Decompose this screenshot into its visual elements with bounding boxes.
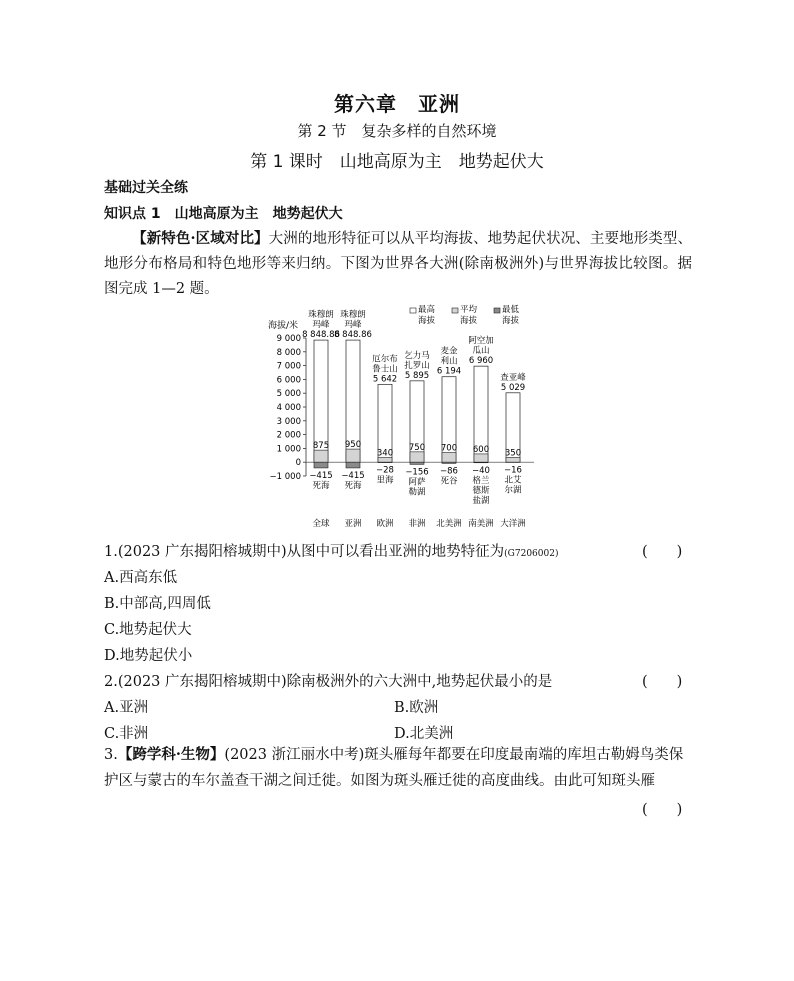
- avg-value-label: 875: [312, 441, 330, 452]
- intro-text: 大洲的地形特征可以从平均海拔、地势起伏状况、主要地形类型、地形分布格局和特色地形等来归纳。下图为世界各大洲(除南极洲外)与世界海拔比较图。据图完成 1—2 题。: [104, 231, 692, 297]
- q1-option-c[interactable]: C.地势起伏大: [104, 622, 192, 638]
- q1-option-a[interactable]: A.西高东低: [104, 570, 178, 586]
- intro-tag: 【新特色·区域对比】: [132, 230, 269, 247]
- legend-label: 最低: [502, 305, 520, 315]
- low-name-label: 死海: [344, 480, 362, 491]
- bar-low-1: [346, 462, 360, 468]
- high-value-label: 8 848.86: [334, 330, 372, 341]
- question-3-text: (2023 浙江丽水中考)斑头雁每年都要在印度最南端的库坦古勒姆鸟类保护区与蒙古的车尔盖查干湖之间迁徙。如图为斑头雁迁徙的高度曲线。由此可知斑头雁: [104, 747, 684, 789]
- bar-low-3: [410, 462, 424, 464]
- low-name-label: 死海: [312, 480, 330, 491]
- low-value-label: −415: [341, 470, 365, 481]
- low-name-label: 格兰: [472, 475, 490, 486]
- high-name-label: 乞力马: [404, 350, 430, 361]
- avg-value-label: 350: [504, 448, 522, 459]
- category-label: 亚洲: [344, 519, 362, 529]
- q2-option-d[interactable]: D.北美洲: [394, 726, 454, 742]
- category-label: 非洲: [408, 519, 426, 529]
- high-value-label: 6 194: [436, 366, 462, 377]
- y-tick-label: 3 000: [276, 416, 301, 427]
- bar-avg-0: [314, 450, 328, 462]
- question-3-number: 3.: [104, 747, 118, 763]
- y-axis: [270, 334, 534, 482]
- avg-value-label: 750: [408, 442, 426, 453]
- section-title: 第 2 节 复杂多样的自然环境: [297, 122, 497, 140]
- low-name-label: 尔湖: [504, 485, 522, 496]
- bar-low-0: [314, 462, 328, 468]
- y-tick-label: 6 000: [276, 375, 301, 386]
- category-label: 大洋洲: [500, 519, 526, 529]
- high-value-label: 6 960: [468, 356, 494, 367]
- question-3-answer-blank: ( ): [642, 802, 683, 818]
- low-name-label: 德斯: [472, 485, 490, 496]
- avg-value-label: 700: [440, 443, 458, 454]
- high-name-label: 鲁士山: [372, 364, 398, 375]
- high-name-label: 查亚峰: [500, 372, 526, 383]
- category-label: 南美洲: [468, 519, 494, 529]
- q1-option-b[interactable]: B.中部高,四周低: [104, 596, 211, 612]
- question-1-stem: [104, 540, 558, 561]
- category-label: 欧洲: [376, 519, 394, 529]
- question-1-answer-blank: ( ): [642, 544, 683, 560]
- legend-swatch: [452, 308, 458, 313]
- y-axis-label: 海拔/米: [268, 321, 299, 331]
- low-name-label: 死谷: [440, 476, 458, 487]
- low-name-label: 阿萨: [408, 477, 426, 488]
- high-name-label: 麦金: [440, 346, 458, 357]
- question-2-stem: 2.(2023 广东揭阳榕城期中)除南极洲外的六大洲中,地势起伏最小的是: [104, 674, 553, 690]
- high-name-label: 瓜山: [472, 346, 490, 357]
- low-value-label: −40: [472, 465, 490, 476]
- low-name-label: 北艾: [504, 475, 522, 486]
- legend-label: 海拔: [502, 316, 520, 326]
- question-2-answer-blank: ( ): [642, 674, 683, 690]
- high-name-label: 阿空加: [468, 336, 494, 347]
- bar-avg-3: [410, 452, 424, 462]
- low-name-label: 里海: [376, 475, 394, 486]
- bar-avg-4: [442, 453, 456, 463]
- high-name-label: 玛峰: [312, 320, 330, 331]
- chapter-title: 第六章 亚洲: [334, 92, 460, 116]
- question-3-tag: 【跨学科·生物】: [117, 746, 225, 763]
- legend-label: 海拔: [418, 316, 436, 326]
- question-3-stem: [104, 742, 688, 794]
- elevation-chart: [262, 296, 542, 536]
- high-name-label: 珠穆朗: [340, 310, 366, 321]
- y-tick-label: 5 000: [276, 389, 301, 400]
- bar-low-5: [474, 462, 488, 463]
- intro-paragraph: [104, 226, 692, 302]
- bar-avg-5: [474, 454, 488, 462]
- high-value-label: 5 895: [404, 370, 430, 381]
- knowledge-point-heading: 知识点 1 山地高原为主 地势起伏大: [104, 206, 343, 222]
- bar-low-4: [442, 462, 456, 463]
- y-tick-label: 8 000: [276, 347, 301, 358]
- avg-value-label: 950: [344, 440, 362, 451]
- y-tick-label: 4 000: [276, 403, 301, 413]
- low-value-label: −86: [440, 466, 458, 477]
- legend-swatch: [410, 308, 416, 313]
- low-name-label: 勒湖: [408, 487, 426, 498]
- y-tick-label: 1 000: [276, 444, 301, 455]
- y-tick-label: 2 000: [276, 430, 301, 441]
- low-value-label: −156: [405, 467, 429, 478]
- high-name-label: 扎罗山: [404, 360, 430, 371]
- y-tick-label: 0: [295, 458, 301, 469]
- high-value-label: 5 642: [372, 374, 398, 385]
- high-name-label: 利山: [440, 356, 458, 367]
- high-name-label: 珠穆朗: [308, 310, 334, 321]
- lesson-title: 第 1 课时 山地高原为主 地势起伏大: [250, 152, 544, 172]
- high-name-label: 厄尔布: [372, 354, 398, 365]
- legend: [410, 304, 520, 326]
- y-tick-label: 7 000: [276, 361, 301, 372]
- legend-label: 海拔: [460, 316, 478, 326]
- legend-swatch: [494, 308, 500, 313]
- y-tick-label: 9 000: [276, 334, 301, 344]
- q2-option-b[interactable]: B.欧洲: [394, 700, 439, 716]
- low-name-label: 盐湖: [472, 495, 490, 506]
- question-1-code: (G7206002): [504, 549, 559, 559]
- low-value-label: −16: [504, 465, 522, 476]
- q2-option-c[interactable]: C.非洲: [104, 726, 149, 742]
- category-labels: [312, 518, 525, 529]
- low-value-label: −28: [376, 465, 394, 476]
- q1-option-d[interactable]: D.地势起伏小: [104, 648, 193, 664]
- q2-option-a[interactable]: A.亚洲: [104, 700, 149, 716]
- avg-value-label: 600: [472, 444, 490, 455]
- avg-value-label: 340: [376, 448, 394, 459]
- high-value-label: 8 848.86: [302, 330, 340, 341]
- bar-avg-1: [346, 449, 360, 462]
- category-label: 全球: [312, 519, 330, 529]
- question-1-text: 1.(2023 广东揭阳榕城期中)从图中可以看出亚洲的地势特征为: [104, 544, 505, 560]
- category-label: 北美洲: [436, 519, 462, 529]
- legend-label: 平均: [460, 305, 478, 315]
- y-tick-label: −1 000: [269, 472, 301, 482]
- low-value-label: −415: [309, 470, 333, 481]
- legend-label: 最高: [418, 305, 436, 315]
- high-name-label: 玛峰: [344, 320, 362, 331]
- high-value-label: 5 029: [500, 382, 526, 393]
- practice-heading: 基础过关全练: [104, 180, 188, 196]
